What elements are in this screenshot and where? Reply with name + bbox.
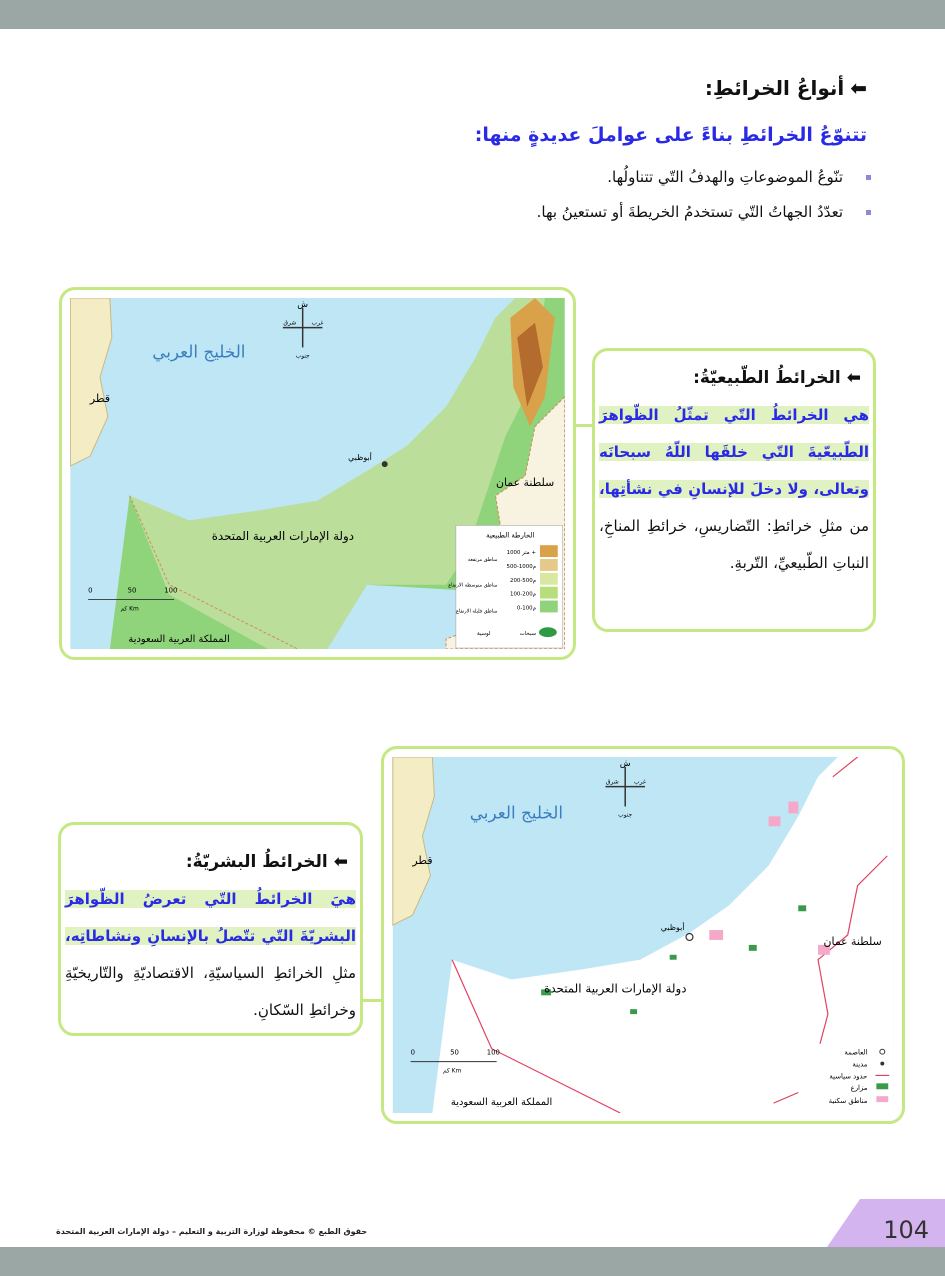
- page-heading: [705, 76, 867, 100]
- north-label: ش: [297, 299, 309, 310]
- legend-item: 500-1000م: [506, 563, 537, 570]
- gulf-label: الخليج العربي: [152, 341, 246, 362]
- legend-item: العاصمة: [844, 1048, 868, 1057]
- bottom-bar: [0, 1247, 945, 1276]
- natural-maps-title: [595, 351, 873, 393]
- legend-title: الخارطة الطبيعية: [486, 531, 535, 540]
- human-title-text: الخرائطُ البشريّةُ:: [185, 852, 328, 872]
- legend-item: 1000 متر +: [506, 550, 537, 557]
- bullet-text: تعدّدُ الجهاتُ التّي تستخدمُ الخريطةَ أو تستعينُ بها.: [536, 203, 843, 221]
- arrow-icon: ⬅: [850, 76, 867, 100]
- arrow-icon: ⬅: [333, 852, 348, 872]
- scale-0: 0: [88, 586, 93, 595]
- human-maps-body: [61, 877, 360, 1039]
- human-maps-title: [61, 825, 360, 877]
- gulf-label: الخليج العربي: [469, 802, 564, 823]
- list-item: [333, 160, 873, 195]
- abudhabi-dot: [686, 934, 693, 941]
- legend-group: مناطق متوسطة الارتفاع: [448, 582, 498, 589]
- bullet-icon: [866, 175, 871, 180]
- uae-label: دولة الإمارات العربية المتحدة: [544, 981, 687, 996]
- natural-map: [70, 298, 565, 649]
- abudhabi-dot: [382, 461, 388, 467]
- copyright-footer: حقوق الطبع © محفوظة لوزارة التربية و التعليم – دولة الإمارات العربية المتحدة: [56, 1227, 368, 1236]
- legend-extra: سبخات: [519, 631, 537, 638]
- saudi-label: المملكة العربية السعودية: [450, 1097, 553, 1109]
- top-bar: [0, 0, 945, 29]
- natural-map-frame: [59, 287, 576, 660]
- legend-group: مناطق مرتفعة: [467, 557, 498, 564]
- west-label: غرب: [634, 778, 647, 786]
- arrow-icon: ⬅: [846, 368, 861, 388]
- qatar-label: قطر: [412, 853, 433, 867]
- legend-item: مناطق سكنية: [828, 1097, 868, 1106]
- oman-label: سلطنة عمان: [496, 475, 555, 489]
- subheading: تتنوّعُ الخرائطِ بناءً على عواملَ عديدةٍ منها:: [474, 124, 867, 146]
- human-connector: [360, 999, 384, 1002]
- natural-maps-body: [595, 393, 873, 592]
- saudi-label: المملكة العربية السعودية: [128, 634, 230, 646]
- scale-100: 100: [486, 1048, 500, 1057]
- list-item: [333, 195, 873, 230]
- scale-50: 50: [450, 1048, 459, 1057]
- natural-maps-box: [592, 348, 876, 632]
- south-label: جنوب: [295, 352, 310, 360]
- scale-100: 100: [164, 586, 178, 595]
- east-label: شرق: [605, 778, 619, 786]
- east-label: شرق: [283, 319, 297, 327]
- scale-unit: كم Km: [120, 605, 139, 613]
- abudhabi-label: أبوظبي: [660, 923, 685, 933]
- abudhabi-label: أبوظبي: [348, 453, 372, 463]
- legend-item: 200-500م: [509, 577, 537, 584]
- north-label: ش: [619, 758, 631, 769]
- legend-item: مدينة: [852, 1060, 868, 1069]
- heading-text: أنواعُ الخرائطِ:: [704, 76, 845, 100]
- natural-examples: من مثلِ خرائطِ: التّضاريسِ، خرائطِ المناخِ، النباتِ الطّبيعيِّ، التّربةِ.: [599, 517, 869, 572]
- legend-item: مزارع: [850, 1084, 868, 1093]
- legend-item: 100-200م: [509, 591, 537, 598]
- natural-title-text: الخرائطُ الطّبيعيّةُ:: [693, 368, 841, 388]
- page-number: 104: [883, 1216, 929, 1244]
- human-maps-box: [58, 822, 363, 1036]
- bullet-list: [333, 160, 873, 230]
- natural-definition: هي الخرائطُ التّي تمثّلُ الظّواهرَ الطّبيعّيةَ التّي خلقَها اللّهُ سبحانَه وتعالى، ولا دخلَ للإنسانِ في نشأتِها،: [599, 406, 869, 498]
- scale-0: 0: [410, 1048, 416, 1057]
- bullet-icon: [866, 210, 871, 215]
- legend-group: مناطق قليلة الارتفاع: [455, 608, 498, 615]
- scale-unit: كم Km: [442, 1067, 462, 1075]
- south-label: جنوب: [618, 811, 633, 819]
- oman-label: سلطنة عمان: [823, 934, 882, 948]
- human-map: [392, 757, 894, 1113]
- legend-item: 0-100م: [516, 605, 537, 612]
- human-map-frame: [381, 746, 905, 1124]
- legend-item: حدود سياسية: [829, 1072, 868, 1081]
- legend-extra: لوسية: [476, 631, 491, 638]
- west-label: غرب: [311, 319, 324, 327]
- human-examples: مثلِ الخرائطِ السياسيّةِ، الاقتصاديّةِ والتّاريخيّةِ وخرائطِ السّكانِ.: [65, 964, 356, 1019]
- scale-50: 50: [127, 586, 137, 595]
- human-definition: هيَ الخرائطُ التّي تعرضُ الظّواهرَ البشريّةَ التّي تتّصلُ بالإنسانِ ونشاطاتِه،: [65, 890, 356, 945]
- uae-label: دولة الإمارات العربية المتحدة: [211, 529, 355, 544]
- qatar-label: قطر: [89, 391, 111, 405]
- bullet-text: تنّوعُ الموضوعاتِ والهدفُ التّي تتناولُها.: [607, 168, 843, 186]
